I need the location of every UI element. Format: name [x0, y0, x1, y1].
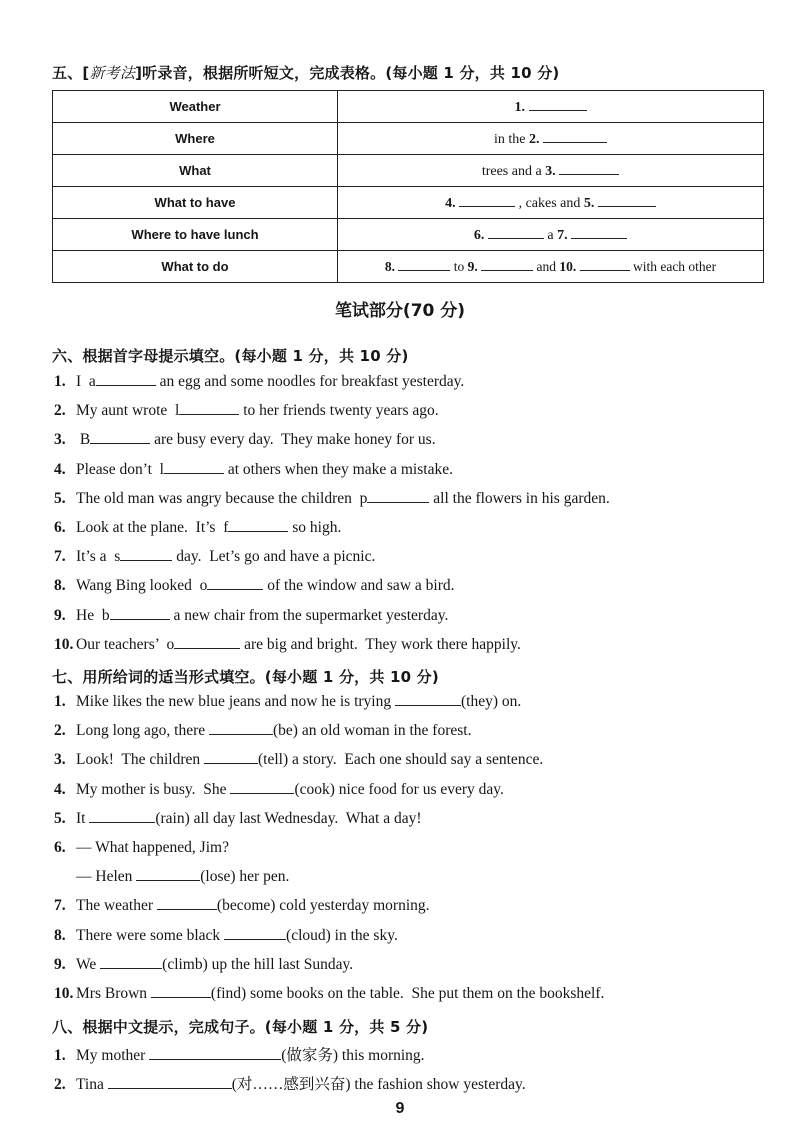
question-text-after: to her friends twenty years ago. [239, 402, 439, 420]
row-between-text: with each other [632, 259, 717, 274]
answer-blank[interactable] [136, 868, 200, 881]
question-number: 9. [54, 955, 66, 973]
question-text-after: (rain) all day last Wednesday. What a day! [155, 809, 422, 827]
answer-blank[interactable] [398, 258, 450, 271]
question-number: 5. [54, 809, 66, 827]
question-line [54, 810, 422, 828]
blank-number: 6. [473, 227, 485, 243]
blank-number: 3. [545, 163, 556, 179]
row-between-text: a [547, 227, 554, 243]
section8-heading: 八、根据中文提示，完成句子。(每小题 1 分，共 5 分) [52, 1018, 429, 1036]
question-number: 2. [54, 402, 66, 420]
blank-number: 1. [514, 99, 525, 115]
blank-number: 9. [467, 259, 478, 274]
table-row [53, 91, 764, 123]
question-text-before: — What happened, Jim? [76, 839, 229, 856]
question-text-after: an egg and some noodles for breakfast yesterday. [155, 373, 465, 390]
table-row [53, 219, 764, 251]
question-line [54, 490, 610, 508]
question-text-before: Please don’t l [76, 460, 164, 478]
question-line [54, 548, 375, 566]
question-number: 3. [54, 751, 66, 769]
question-text-after: (lose) her pen. [200, 868, 290, 886]
question-number: 4. [54, 460, 66, 478]
blank-number: 5. [583, 195, 595, 211]
question-text-after: are busy every day. They make honey for us. [150, 431, 436, 449]
row-value [338, 91, 764, 123]
question-text-after: (climb) up the hill last Sunday. [162, 955, 354, 973]
question-line [54, 868, 289, 886]
row-key: What to do [53, 251, 338, 283]
answer-blank[interactable] [179, 402, 239, 415]
question-line [54, 985, 604, 1003]
written-part-title: 笔试部分(70 分) [334, 301, 466, 321]
row-between-text: to [453, 259, 465, 274]
section5-heading-pre: 五、[ [52, 64, 90, 82]
question-text-after: (be) an old woman in the forest. [273, 722, 472, 740]
answer-blank[interactable] [459, 194, 515, 207]
question-text-before: It [76, 809, 90, 827]
question-number: 1. [54, 693, 66, 710]
answer-blank[interactable] [164, 461, 224, 474]
answer-blank[interactable] [481, 258, 533, 271]
question-number: 4. [54, 780, 66, 798]
answer-blank[interactable] [209, 722, 273, 735]
question-line [54, 781, 504, 799]
question-line [54, 693, 521, 711]
row-value [338, 251, 764, 283]
question-number: 2. [54, 1076, 66, 1094]
blank-number: 7. [557, 227, 568, 243]
answer-blank[interactable] [395, 693, 461, 706]
table-row [53, 123, 764, 155]
question-text-before: Mrs Brown [76, 985, 151, 1002]
row-value [338, 155, 764, 187]
answer-blank[interactable] [488, 226, 544, 239]
row-value [338, 219, 764, 251]
question-number: 10. [54, 635, 74, 653]
answer-blank[interactable] [559, 162, 619, 175]
question-text-after: (find) some books on the table. She put them on the bookshelf. [210, 985, 605, 1002]
answer-blank[interactable] [96, 373, 156, 386]
question-text-before: My mother [76, 1047, 150, 1064]
blank-number: 8. [384, 259, 395, 274]
question-number: 9. [54, 606, 66, 624]
question-number: 1. [54, 1047, 66, 1064]
question-text-after: so high. [288, 519, 342, 536]
answer-blank[interactable] [367, 490, 429, 503]
answer-blank[interactable] [151, 985, 211, 998]
question-line [54, 956, 353, 974]
question-text-before: Mike likes the new blue jeans and now he is trying [76, 693, 395, 710]
question-text-before: Look at the plane. It’s f [76, 519, 229, 536]
question-text-after: (they) on. [460, 693, 522, 710]
question-text-before: B [76, 431, 91, 449]
question-number: 5. [54, 489, 66, 507]
question-text-after: of the window and saw a bird. [263, 577, 455, 595]
answer-blank[interactable] [110, 607, 170, 620]
row-value [338, 187, 764, 219]
row-key: What to have [53, 187, 338, 219]
question-line [54, 927, 398, 945]
row-lead-text: trees and a [481, 163, 542, 179]
answer-blank[interactable] [207, 577, 263, 590]
question-text-after: a new chair from the supermarket yesterday. [169, 606, 449, 624]
question-text-after: (cook) nice food for us every day. [294, 780, 504, 798]
question-text-after: (cloud) in the sky. [286, 926, 398, 944]
question-line [54, 722, 471, 740]
section5-heading [52, 62, 559, 83]
question-text-after: (对……感到兴奋) the fashion show yesterday. [231, 1076, 526, 1094]
answer-blank[interactable] [174, 636, 240, 649]
answer-blank[interactable] [224, 927, 286, 940]
question-text-before: Our teachers’ o [76, 635, 175, 653]
answer-blank[interactable] [571, 226, 627, 239]
row-between-text: and [536, 259, 556, 274]
question-text-after: all the flowers in his garden. [429, 489, 610, 507]
question-text-before: — Helen [76, 868, 137, 886]
question-number: 8. [54, 926, 66, 944]
question-line [54, 461, 453, 479]
question-number: 1. [54, 373, 66, 390]
answer-blank[interactable] [228, 519, 288, 532]
question-text-after: (become) cold yesterday morning. [216, 897, 430, 915]
question-line [54, 897, 430, 915]
answer-blank[interactable] [543, 130, 607, 143]
question-text-before: My mother is busy. She [76, 780, 231, 798]
question-number: 6. [54, 839, 66, 856]
question-text-before: Long long ago, there [76, 722, 210, 740]
question-line [54, 636, 521, 654]
section7-heading: 七、用所给词的适当形式填空。(每小题 1 分，共 10 分) [52, 668, 439, 686]
question-text-before: I a [76, 373, 96, 390]
answer-blank[interactable] [89, 810, 155, 823]
question-number: 7. [54, 548, 66, 566]
answer-blank[interactable] [598, 194, 656, 207]
question-text-before: We [76, 955, 101, 973]
row-lead-text: in the [494, 131, 526, 147]
answer-blank[interactable] [100, 956, 162, 969]
blank-number: 4. [445, 195, 456, 211]
question-text-before: He b [76, 606, 110, 624]
table-row [53, 251, 764, 283]
answer-blank[interactable] [108, 1076, 232, 1089]
question-line [54, 373, 464, 391]
question-line [54, 577, 454, 595]
row-key: Where [53, 123, 338, 155]
question-line [54, 751, 543, 769]
question-text-after: at others when they make a mistake. [223, 460, 453, 478]
question-text-after: day. Let’s go and have a picnic. [172, 548, 376, 566]
listening-table [52, 90, 764, 283]
question-number: 8. [54, 577, 66, 595]
answer-blank[interactable] [157, 897, 217, 910]
blank-number: 2. [529, 131, 540, 147]
question-line [54, 431, 436, 449]
answer-blank[interactable] [120, 548, 172, 561]
question-line [54, 607, 448, 625]
question-text-after: are big and bright. They work there happily. [240, 635, 521, 653]
row-key: Weather [53, 91, 338, 123]
question-line [54, 839, 229, 857]
question-number: 2. [54, 722, 66, 740]
answer-blank[interactable] [149, 1047, 281, 1060]
row-key: Where to have lunch [53, 219, 338, 251]
answer-blank[interactable] [90, 431, 150, 444]
table-row [53, 187, 764, 219]
answer-blank[interactable] [230, 781, 294, 794]
question-text-before: Look! The children [76, 751, 204, 769]
table-row [53, 155, 764, 187]
new-test-method-tag: 新考法 [89, 64, 136, 82]
question-line [54, 1072, 526, 1094]
question-text-before: It’s a s [76, 548, 121, 566]
row-key: What [53, 155, 338, 187]
question-text-before: There were some black [76, 926, 225, 944]
question-number: 6. [54, 519, 66, 536]
question-text-before: My aunt wrote l [76, 402, 180, 420]
answer-blank[interactable] [204, 751, 258, 764]
question-number: 7. [54, 897, 66, 915]
answer-blank[interactable] [580, 258, 630, 271]
row-value [338, 123, 764, 155]
question-text-after: (tell) a story. Each one should say a sentence. [257, 751, 544, 769]
question-text-before: Wang Bing looked o [76, 577, 208, 595]
answer-blank[interactable] [529, 98, 587, 111]
question-line [54, 1043, 425, 1065]
question-number: 3. [54, 431, 66, 449]
question-line [54, 402, 439, 420]
blank-number: 10. [559, 259, 577, 274]
section5-heading-post: ]听录音，根据所听短文，完成表格。(每小题 1 分，共 10 分) [135, 64, 560, 82]
question-line [54, 519, 341, 537]
question-text-before: The weather [76, 897, 157, 915]
section6-heading: 六、根据首字母提示填空。(每小题 1 分，共 10 分) [52, 347, 409, 365]
page-number: 9 [395, 1100, 405, 1117]
question-number: 10. [54, 985, 74, 1002]
row-between-text: , cakes and [518, 195, 581, 211]
question-text-before: The old man was angry because the children p [76, 489, 368, 507]
question-text-after: (做家务) this morning. [281, 1047, 425, 1064]
question-text-before: Tina [76, 1076, 108, 1094]
